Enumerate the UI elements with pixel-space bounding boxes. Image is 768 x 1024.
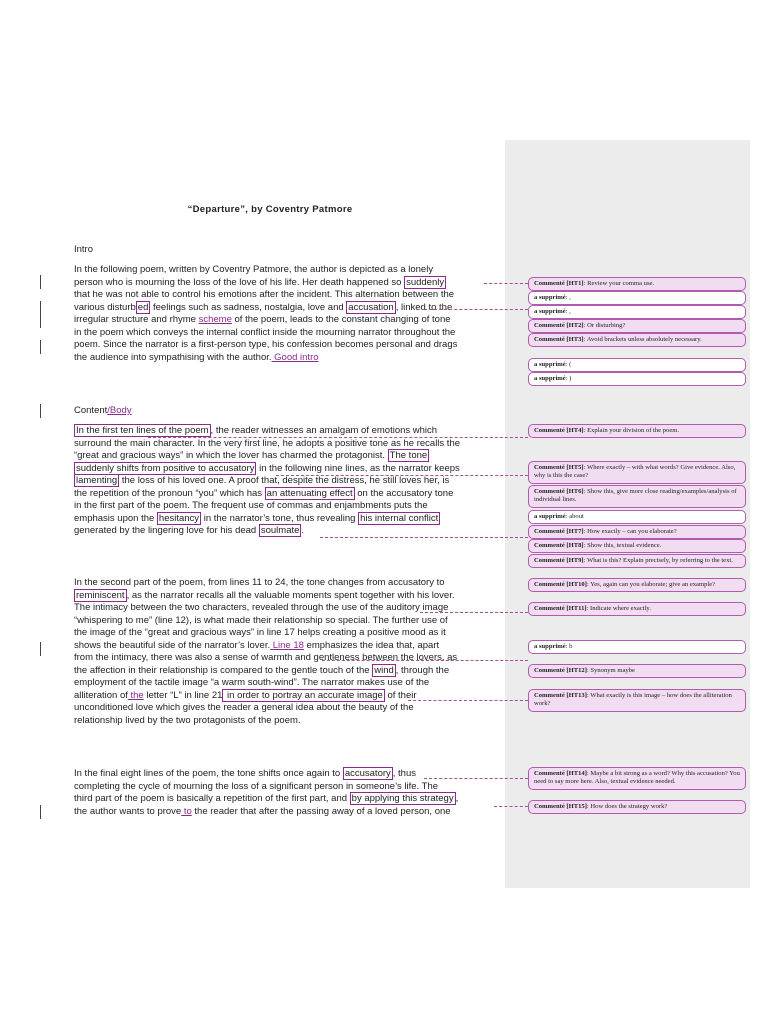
comment-balloon[interactable]: Commenté [HT15]: How does the strategy work?	[528, 800, 746, 814]
comment-leader-line	[408, 700, 528, 701]
intro-heading: Intro	[74, 244, 94, 255]
comment-balloon[interactable]: Commenté [HT6]: Show this, give more close reading/examples/analysis of individual lines.	[528, 485, 746, 508]
highlighted-text[interactable]: hesitancy	[158, 512, 200, 524]
highlighted-text[interactable]: The tone	[389, 450, 428, 461]
deletion-balloon[interactable]: a supprimé: ,	[528, 305, 746, 319]
comment-leader-line	[424, 778, 528, 779]
highlighted-text[interactable]: wind	[374, 664, 394, 676]
comment-leader-line	[484, 283, 528, 284]
change-bar	[40, 805, 41, 819]
comment-balloon[interactable]: Commenté [HT3]: Avoid brackets unless absolutely necessary.	[528, 333, 746, 347]
comment-balloon[interactable]: Commenté [HT8]: Show this, textual evidence.	[528, 539, 746, 553]
highlighted-text[interactable]: suddenly	[406, 276, 445, 288]
highlighted-text[interactable]: an attenuating effect	[266, 487, 353, 499]
highlighted-text[interactable]: ed	[137, 301, 149, 313]
comment-leader-line	[322, 660, 528, 661]
comment-leader-line	[420, 612, 528, 613]
highlighted-text[interactable]: reminiscent	[76, 589, 125, 601]
body-paragraph-3: In the final eight lines of the poem, the tone shifts once again to accusatory , thus completing the cycle of mourning the loss of a significant person in someone’s life. The third part of the poem is basically a repetition of the first part, and by applying this strategy , the author wants to prove to the reader that after the passing away of a loved person, one	[74, 768, 459, 817]
comment-leader-line	[320, 537, 528, 538]
inserted-text: the	[127, 689, 144, 701]
inserted-text: Good intro	[271, 351, 319, 363]
deletion-balloon[interactable]: a supprimé: about	[528, 510, 746, 524]
inserted-text: scheme	[198, 314, 232, 325]
comment-balloon[interactable]: Commenté [HT2]: Or disturbing?	[528, 319, 746, 333]
intro-paragraph: In the following poem, written by Coventry Patmore, the author is depicted as a lonely person who is mourning the loss of the love of his life. Her death happened so suddenly that he was not able to control his emotions after the incident. This alternation between the various disturb ed feelings such as sadness, nostalgia, love and accusation , linked to the irregular structure and rhyme scheme of the poem, leads to the constant changing of tone in the poem which conveys the internal conflict inside the mourning narrator throughout the poem. Since the narrator is a first-person type, his confession becomes personal and drags the audience into sympathising with the author. Good intro	[74, 264, 458, 363]
highlighted-text[interactable]: by applying this strategy	[351, 793, 454, 804]
highlighted-text[interactable]: his internal conflict	[360, 512, 439, 524]
comment-balloon[interactable]: Commenté [HT11]: Indicate where exactly.	[528, 602, 746, 616]
highlighted-text[interactable]: suddenly shifts from positive to accusatory	[76, 462, 255, 474]
highlighted-text[interactable]: accusation	[348, 301, 394, 313]
change-bar	[40, 404, 41, 418]
change-bar	[40, 642, 41, 656]
content-heading: Content/Body	[74, 405, 132, 416]
comment-balloon[interactable]: Commenté [HT4]: Explain your division of the poem.	[528, 424, 746, 438]
highlighted-text[interactable]: In the first ten lines of the poem	[76, 425, 209, 436]
comment-leader-line	[276, 475, 528, 476]
inserted-text: Line 18	[270, 639, 304, 651]
deletion-balloon[interactable]: a supprimé: )	[528, 372, 746, 386]
comment-leader-line	[494, 806, 528, 807]
body-paragraph-1: In the first ten lines of the poem , the reader witnesses an amalgam of emotions which surround the main character. In the very first line, he adopts a positive tone as he recalls the “great and gracious ways” in which the lover has charmed the protagonist. The tone suddenly shifts from positive to accusatory in the following nine lines, as the narrator keeps lamenting the loss of his loved one. A proof that, despite the distress, he still loves her, is the repetition of the pronoun “you” which has an attenuating effect on the accusatory tone in the first part of the poem. The frequent use of commas and enjambments puts the emphasis upon the hesitancy in the narrator’s tone, thus revealing his internal conflict generated by the lingering love for his dead soulmate .	[74, 425, 461, 536]
highlighted-text[interactable]: in order to portray an accurate image	[224, 689, 383, 701]
highlighted-text[interactable]: soulmate	[260, 525, 300, 536]
change-bar	[40, 340, 41, 354]
comment-balloon[interactable]: Commenté [HT13]: What exactly is this image – how does the alliteration work?	[528, 689, 746, 712]
comment-leader-line	[148, 437, 528, 438]
highlighted-text[interactable]: accusatory	[344, 768, 391, 779]
deletion-balloon[interactable]: a supprimé: (	[528, 358, 746, 372]
comment-balloon[interactable]: Commenté [HT10]: Yes, again can you elaborate; give an example?	[528, 578, 746, 592]
change-bar	[40, 275, 41, 289]
deletion-balloon[interactable]: a supprimé: b	[528, 640, 746, 654]
change-bar	[40, 314, 41, 328]
comment-balloon[interactable]: Commenté [HT1]: Review your comma use.	[528, 277, 746, 291]
body-paragraph-2: In the second part of the poem, from lines 11 to 24, the tone changes from accusatory to reminiscent , as the narrator recalls all the valuable moments spent together with his lover. The intimacy between the two characters, revealed through the use of the auditory image “whispering to me” (line 12), is what made their relationship so special. The further use of the image of the “great and gracious ways” in line 17 helps creating a positive mood as it shows the beautiful side of the narrator’s lover. Line 18 emphasizes the idea that, apart from the intimacy, there was also a sense of warmth and gentleness between the lovers, as the affection in their relationship is compared to the gentle touch of the wind , through the employment of the tactile image “a warm south-wind”. The narrator makes use of the alliteration of the letter “L” in line 21 in order to portray an accurate image of their unconditioned love which gives the reader a general idea about the beauty of the relationship lived by the two protagonists of the poem.	[74, 577, 458, 726]
change-bar	[40, 301, 41, 315]
comment-balloon[interactable]: Commenté [HT9]: What is this? Explain precisely, by referring to the text.	[528, 554, 746, 568]
comment-balloon[interactable]: Commenté [HT7]: How exactly – can you elaborate?	[528, 525, 746, 539]
comment-balloon[interactable]: Commenté [HT5]: Where exactly – with what words? Give evidence. Also, why is this the case?	[528, 461, 746, 484]
comment-balloon[interactable]: Commenté [HT12]: Synonym maybe	[528, 664, 746, 678]
comment-leader-line	[424, 309, 528, 310]
comment-balloon[interactable]: Commenté [HT14]: Maybe a bit strong as a word? Why this accusation? You need to say more here. Also, textual evidence needed.	[528, 767, 746, 790]
highlighted-text[interactable]: lamenting	[76, 475, 118, 486]
deletion-balloon[interactable]: a supprimé: ,	[528, 291, 746, 305]
inserted-text: to	[181, 805, 192, 817]
doc-title: “Departure”, by Coventry Patmore	[187, 204, 353, 215]
